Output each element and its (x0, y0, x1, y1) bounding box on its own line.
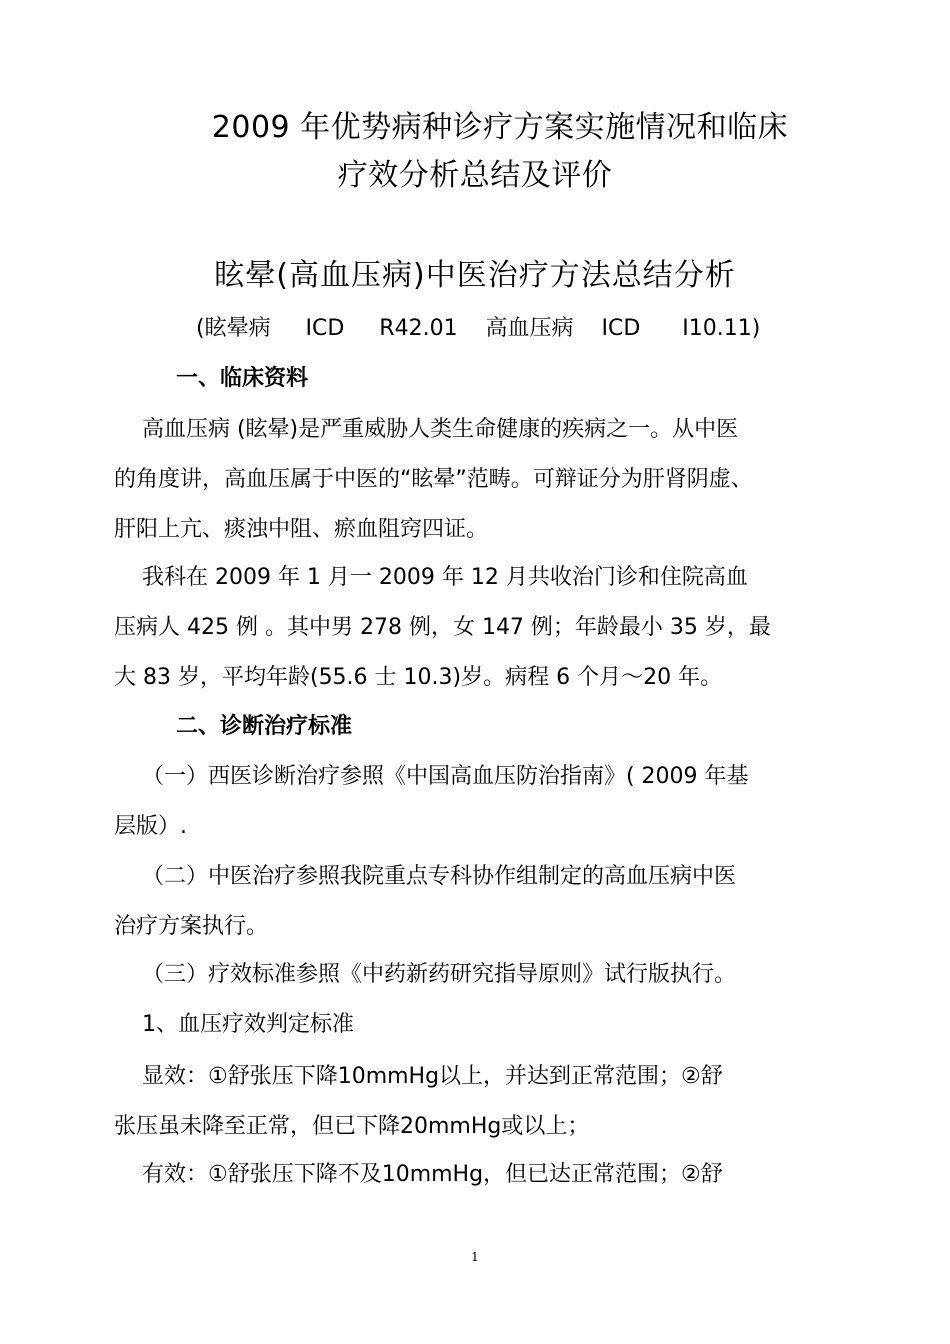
paragraph-line: 显效：①舒张压下降10mmHg以上，并达到正常范围；②舒 (114, 1064, 723, 1089)
paragraph-line: 有效：①舒张压下降不及10mmHg，但已达正常范围；②舒 (114, 1162, 723, 1187)
document-title-line-1: 2009 年优势病种诊疗方案实施情况和临床 (211, 110, 789, 145)
paragraph-line: 肝阳上亢、痰浊中阻、瘀血阻窍四证。 (114, 517, 489, 542)
paragraph-line: 1、血压疗效判定标准 (114, 1012, 354, 1037)
paragraph-marked-effect (114, 1052, 849, 1152)
section-heading-clinical-data: 一、临床资料 (176, 366, 309, 391)
paragraph-line: 的角度讲，高血压属于中医的“眩晕”范畴。可辩证分为肝肾阴虚、 (114, 467, 753, 492)
paragraph-bp-criteria (114, 1000, 849, 1050)
paragraph-effective (114, 1150, 849, 1200)
paragraph-western-standard (114, 752, 849, 852)
paragraph-tcm-standard (114, 852, 849, 952)
paragraph-line: 张压虽未降至正常，但已下降20mmHg或以上； (114, 1114, 590, 1139)
paragraph-line: 我科在 2009 年 1 月一 2009 年 12 月共收治门诊和住院高血 (114, 565, 748, 590)
paragraph-line: （三）疗效标准参照《中药新药研究指导原则》试行版执行。 (114, 962, 736, 987)
document-subtitle: 眩晕(高血压病)中医治疗方法总结分析 (214, 258, 736, 293)
paragraph-line: （一）西医诊断治疗参照《中国高血压防治指南》( 2009 年基 (114, 764, 749, 789)
paragraph-line: 压病人 425 例 。其中男 278 例，女 147 例；年龄最小 35 岁，最 (114, 615, 771, 640)
paragraph-line: 治疗方案执行。 (114, 914, 269, 939)
page-number: 1 (471, 1250, 479, 1264)
paragraph-line: 高血压病 (眩晕)是严重威胁人类生命健康的疾病之一。从中医 (114, 417, 739, 442)
document-title-line-2: 疗效分析总结及评价 (337, 158, 613, 193)
paragraph-line: 层版）. (114, 814, 187, 839)
section-heading-diagnosis: 二、诊断治疗标准 (176, 714, 353, 739)
paragraph-line: （二）中医治疗参照我院重点专科协作组制定的高血压病中医 (114, 864, 736, 889)
paragraph-efficacy-standard (114, 950, 849, 1000)
paragraph-line: 大 83 岁，平均年龄(55.6 士 10.3)岁。病程 6 个月～20 年。 (114, 665, 723, 690)
paragraph-cases (114, 553, 849, 703)
icd-codes: (眩晕病 ICD R42.01 高血压病 ICD I10.11) (196, 316, 761, 341)
paragraph-intro (114, 405, 849, 555)
